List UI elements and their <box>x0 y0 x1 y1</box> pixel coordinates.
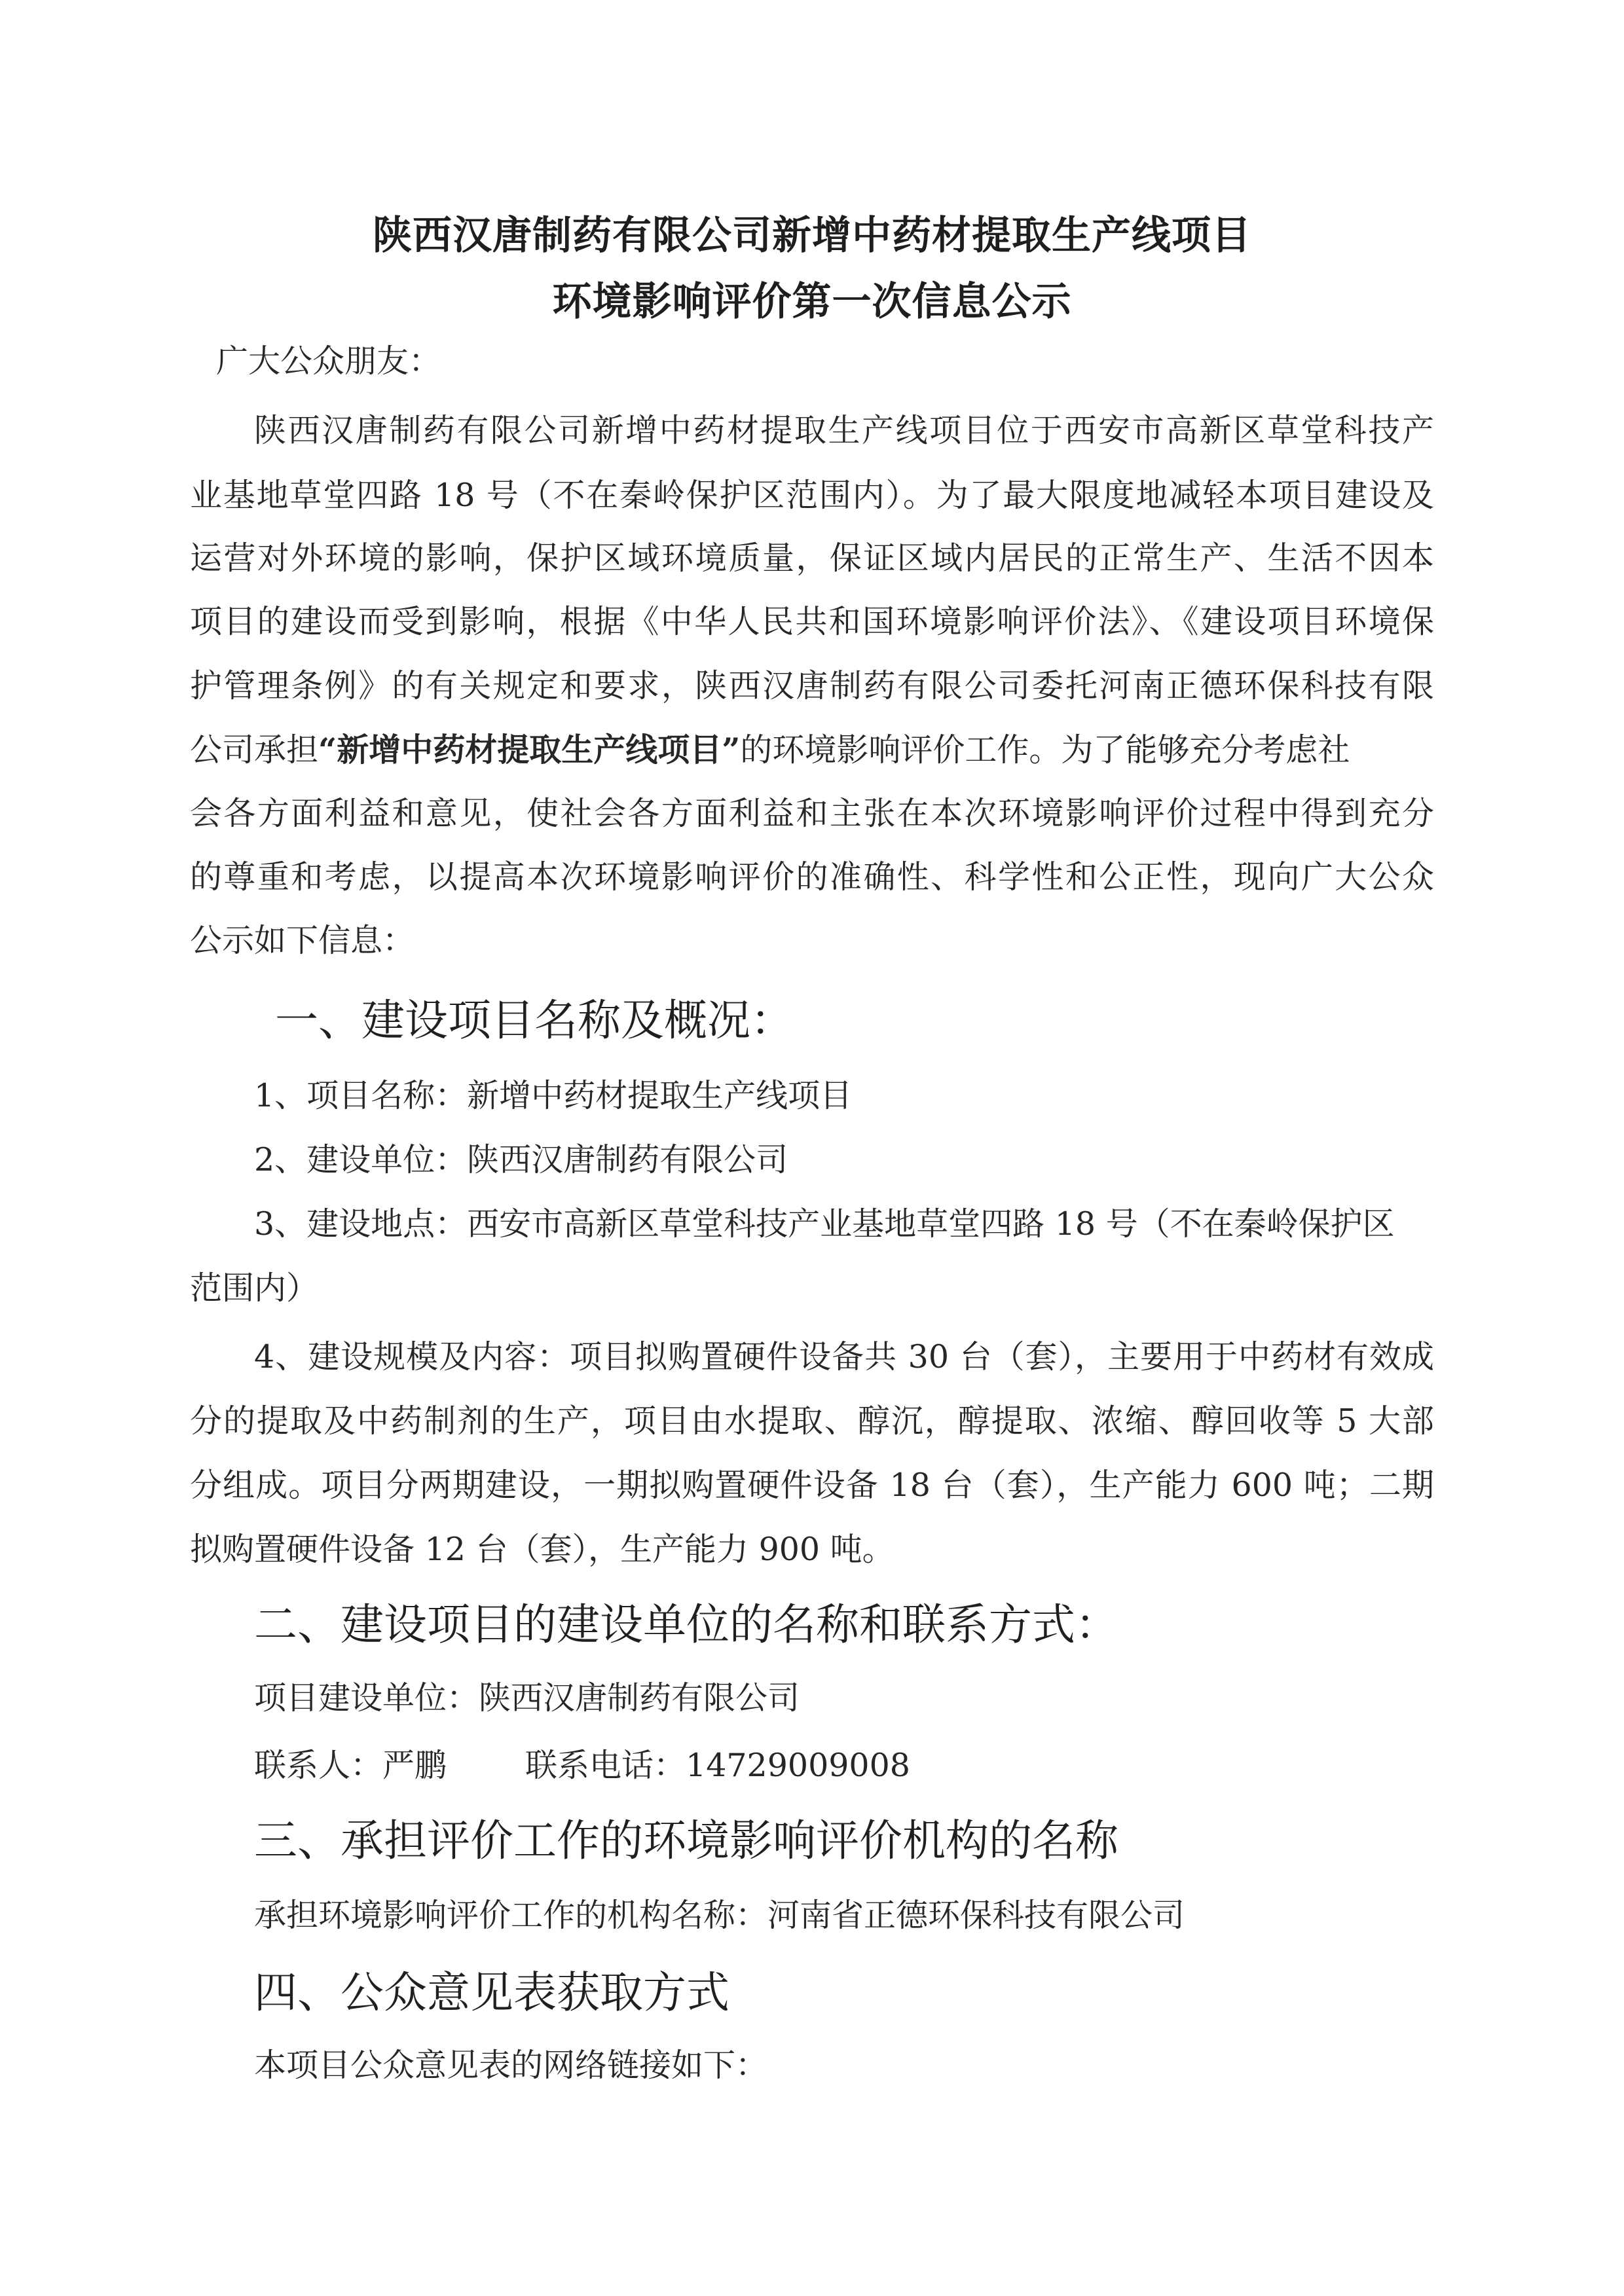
opinion-form-link-text: 本项目公众意见表的网络链接如下： <box>254 2047 768 2084</box>
intro-line-6 <box>190 730 1434 770</box>
intro-line-3: 运营对外环境的影响，保护区域环境质量，保证区域内居民的正常生产、生活不因本 <box>190 539 1434 577</box>
section-1-heading: 一、建设项目名称及概况： <box>275 995 794 1046</box>
greeting: 广大公众朋友： <box>216 342 441 380</box>
eia-organization: 承担环境影响评价工作的机构名称：河南省正德环保科技有限公司 <box>254 1897 1185 1934</box>
intro-line-6-c: 的环境影响评价工作。为了能够充分考虑社 <box>740 731 1350 769</box>
contact-line <box>254 1746 1434 1785</box>
intro-line-8: 的尊重和考虑，以提高本次环境影响评价的准确性、科学性和公正性，现向广大公众 <box>190 858 1434 896</box>
title-line-1: 陕西汉唐制药有限公司新增中药材提取生产线项目 <box>373 213 1251 259</box>
title-line-2: 环境影响评价第一次信息公示 <box>552 279 1072 325</box>
intro-line-4: 项目的建设而受到影响，根据《中华人民共和国环境影响评价法》、《建设项目环境保 <box>190 603 1434 640</box>
section-3-heading: 三、承担评价工作的环境影响评价机构的名称 <box>254 1815 1118 1866</box>
intro-line-6-a: 公司承担 <box>190 731 319 769</box>
item-scale-line-3: 分组成。项目分两期建设，一期拟购置硬件设备 18 台（套），生产能力 600 吨；二期 <box>190 1467 1434 1504</box>
item-builder: 2、建设单位：陕西汉唐制药有限公司 <box>254 1141 788 1178</box>
item-location-line-2: 范围内） <box>190 1269 319 1307</box>
item-scale-line-4: 拟购置硬件设备 12 台（套），生产能力 900 吨。 <box>190 1531 895 1568</box>
intro-line-2: 业基地草堂四路 18 号（不在秦岭保护区范围内）。为了最大限度地减轻本项目建设及 <box>190 477 1434 514</box>
item-project-name: 1、项目名称：新增中药材提取生产线项目 <box>254 1077 853 1114</box>
contact-phone: 联系电话：14729009008 <box>525 1747 910 1784</box>
intro-line-5: 护管理条例》的有关规定和要求，陕西汉唐制药有限公司委托河南正德环保科技有限 <box>190 667 1434 704</box>
item-scale-line-2: 分的提取及中药制剂的生产，项目由水提取、醇沉，醇提取、浓缩、醇回收等 5 大部 <box>190 1402 1434 1440</box>
item-scale-line-1: 4、建设规模及内容：项目拟购置硬件设备共 30 台（套），主要用于中药材有效成 <box>254 1338 1434 1376</box>
section-4-heading: 四、公众意见表获取方式 <box>254 1967 729 2018</box>
intro-line-1: 陕西汉唐制药有限公司新增中药材提取生产线项目位于西安市高新区草堂科技产 <box>254 412 1434 449</box>
contact-person: 联系人：严鹏 <box>254 1747 447 1784</box>
item-location-line-1: 3、建设地点：西安市高新区草堂科技产业基地草堂四路 18 号（不在秦岭保护区 <box>254 1205 1395 1243</box>
intro-line-7: 会各方面利益和意见，使社会各方面利益和主张在本次环境影响评价过程中得到充分 <box>190 795 1434 832</box>
project-name-quote: “新增中药材提取生产线项目” <box>318 731 741 769</box>
builder-unit: 项目建设单位：陕西汉唐制药有限公司 <box>254 1679 800 1717</box>
section-2-heading: 二、建设项目的建设单位的名称和联系方式： <box>254 1599 1118 1650</box>
intro-line-9: 公示如下信息： <box>190 922 415 959</box>
